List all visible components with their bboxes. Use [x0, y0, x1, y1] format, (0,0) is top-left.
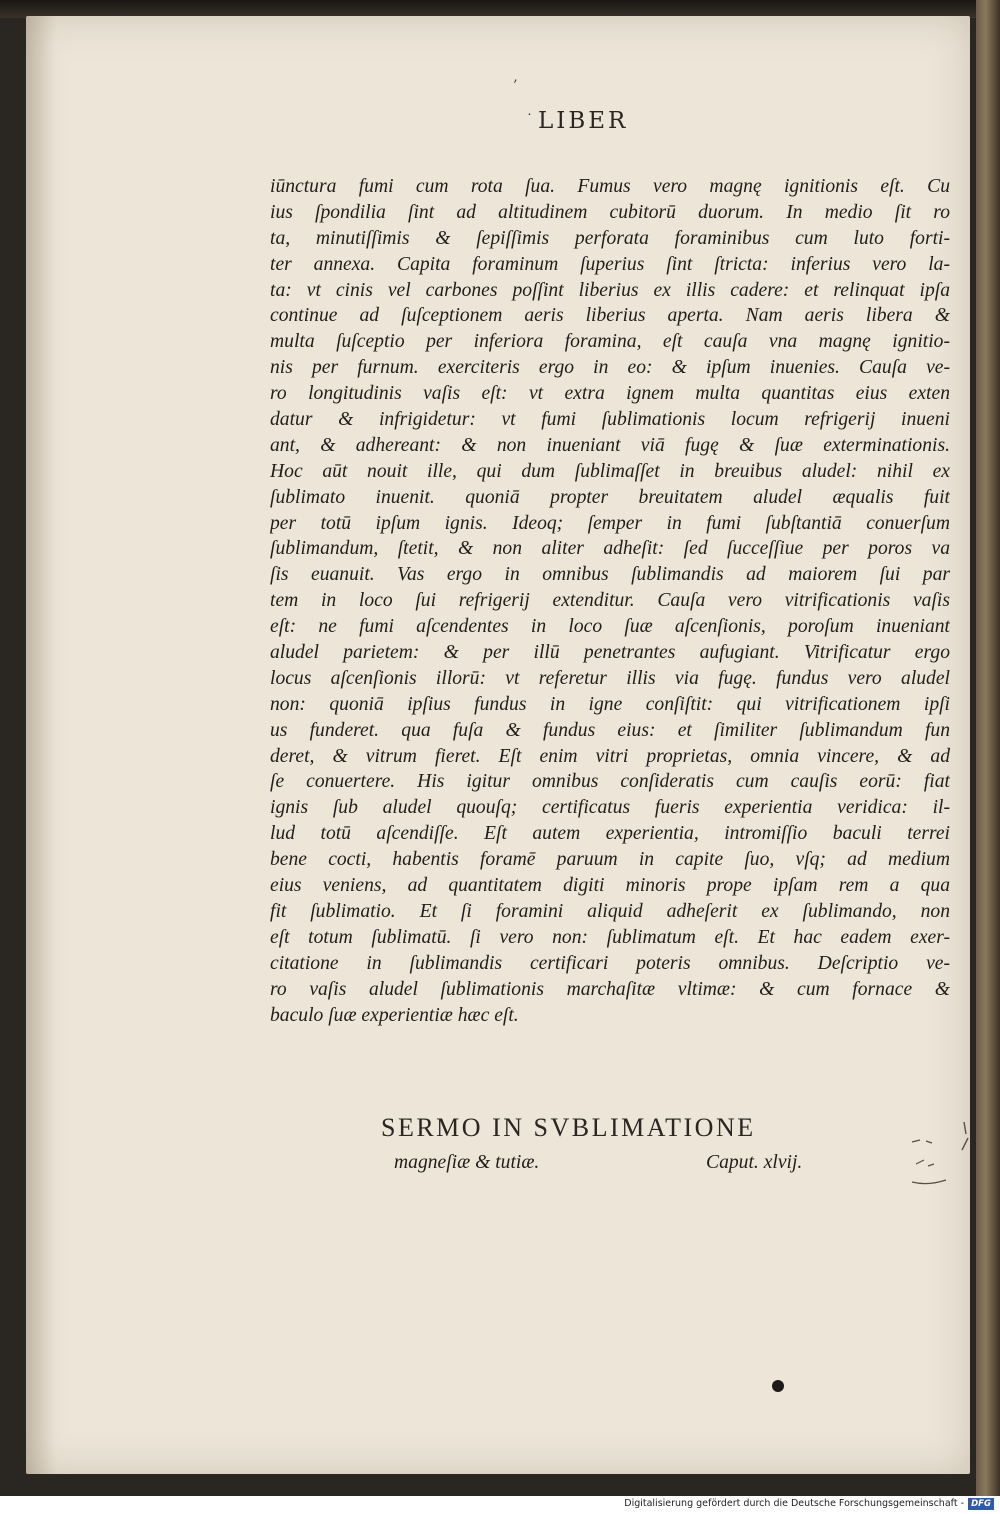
text-line: tem in loco ſui refrigerij extenditur. Cauſa vero vitrificationis vaſis — [270, 590, 950, 612]
chapter-heading: SERMO IN SVBLIMATIONE — [381, 1113, 756, 1142]
text-line: baculo ſuæ experientiæ hæc eſt. — [270, 1004, 519, 1026]
dfg-logo-icon: DFG — [968, 1498, 994, 1510]
text-line: ta, minutiſſimis & ſepiſſimis perforata foraminibus cum luto forti- — [270, 227, 950, 249]
text-line: fit ſublimatio. Et ſi foramini aliquid adheſerit ex ſublimando, non — [270, 900, 950, 922]
text-line: ſublimandum, ſtetit, & non aliter adheſit: ſed ſucceſſiue per poros va — [270, 538, 950, 560]
page-gutter-shade — [26, 16, 56, 1474]
book-spine-edge — [976, 0, 1000, 1496]
text-line: ſe conuertere. His igitur omnibus conſideratis cum cauſis eorū: fiat — [270, 771, 950, 793]
text-line: iūnctura fumi cum rota ſua. Fumus vero magnę ignitionis eſt. Cu — [270, 176, 950, 197]
chapter-subheading: magneſiæ & tutiæ. — [394, 1152, 540, 1173]
text-line: eius veniens, ad quantitatem digiti minoris prope ipſam rem a qua — [270, 875, 950, 897]
text-line: non: quoniā ipſius fundus in igne conſiſtit: qui vitrificationem ipſi — [270, 693, 950, 715]
text-line: ſis euanuit. Vas ergo in omnibus ſublimandis ad maiorem ſui par — [270, 564, 950, 586]
text-line: eſt: ne fumi aſcendentes in loco ſuæ aſcenſionis, poroſum inueniant — [270, 616, 950, 638]
text-line: nis per furnum. exerciteris ergo in eo: & ipſum inuenies. Cauſa ve- — [270, 357, 950, 379]
margin-scribble-icon — [906, 1120, 976, 1190]
text-line: ignis ſub aludel quouſq; certificatus fueris experientia veridica: il- — [270, 797, 950, 819]
text-line: multa ſuſceptio per inferiora foramina, eſt cauſa vna magnę ignitio- — [270, 331, 950, 353]
text-line: ro longitudinis vaſis eſt: vt extra ignem multa quantitas eius exten — [270, 383, 950, 405]
text-line: bene cocti, habentis foramē paruum in capite ſuo, vſq; ad medium — [270, 849, 950, 871]
chapter-number: Caput. xlvij. — [706, 1152, 803, 1173]
ink-dot — [772, 1380, 784, 1392]
text-line: ter annexa. Capita foraminum ſuperius ſint ſtricta: inferius vero la- — [270, 253, 950, 275]
text-line: citatione in ſublimandis certificari poteris omnibus. Deſcriptio ve- — [270, 952, 950, 974]
text-line: deret, & vitrum fieret. Eſt enim vitri proprietas, omnia vincere, & ad — [270, 745, 950, 767]
stray-mark-icon: ’ — [513, 78, 518, 94]
text-line: eſt totum ſublimatū. ſi vero non: ſublimatum eſt. Et hac eadem exer- — [270, 926, 950, 948]
text-line: ant, & adhereant: & non inueniant viā fugę & ſuæ exterminationis. — [270, 434, 950, 456]
tick-mark-icon: ˙ — [526, 112, 533, 128]
text-line: ius ſpondilia ſint ad altitudinem cubitorū duorum. In medio ſit ro — [270, 201, 950, 223]
digitization-credit: Digitalisierung gefördert durch die Deutsche Forschungsgemeinschaft - — [624, 1498, 964, 1509]
text-line: locus aſcenſionis illorū: vt referetur illis via fugę. fundus vero aludel — [270, 667, 950, 689]
text-line: lud totū aſcendiſſe. Eſt autem experientia, intromiſſio baculi terrei — [270, 823, 950, 845]
text-line: continue ad ſuſceptionem aeris liberius aperta. Nam aeris libera & — [270, 305, 950, 327]
running-head: LIBER — [538, 108, 629, 134]
book-page — [26, 16, 970, 1474]
text-line: ſublimato inuenit. quoniā propter breuitatem aludel æqualis fuit — [270, 486, 950, 508]
text-line: datur & infrigidetur: vt fumi ſublimationis locum refrigerij inueni — [270, 409, 950, 431]
text-line: us funderet. qua fuſa & fundus eius: et ſimiliter ſublimandum fun — [270, 719, 950, 741]
text-line: per totū ipſum ignis. Ideoq; ſemper in fumi ſubſtantiā conuerſum — [270, 512, 950, 534]
text-line: Hoc aūt nouit ille, qui dum ſublimaſſet in breuibus aludel: nihil ex — [270, 460, 950, 482]
text-line: ro vaſis aludel ſublimationis marchaſitæ vltimæ: & cum fornace & — [270, 978, 950, 1000]
text-line: aludel parietem: & per illū penetrantes aufugiant. Vitrificatur ergo — [270, 642, 950, 664]
body-text — [270, 174, 950, 1028]
text-line: ta: vt cinis vel carbones poſſint liberius ex illis cadere: et relinquat ipſa — [270, 279, 950, 301]
